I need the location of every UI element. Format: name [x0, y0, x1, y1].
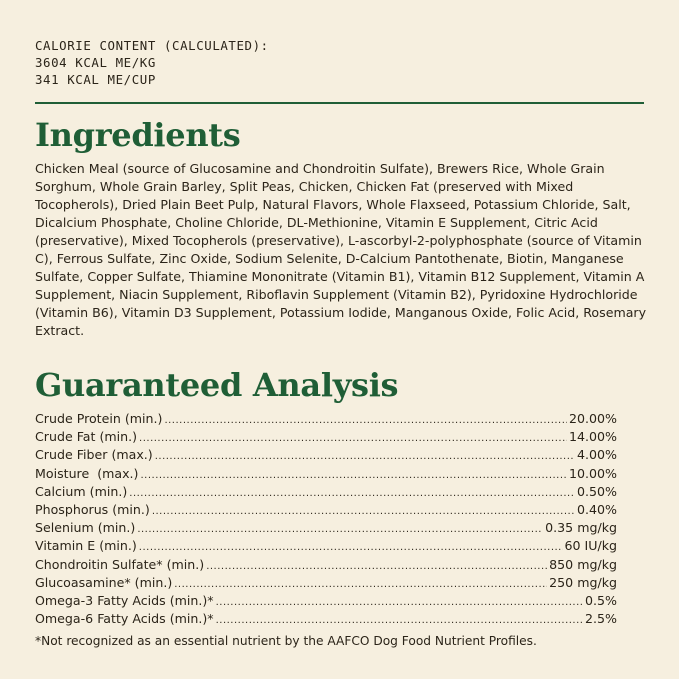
analysis-value: 2.5%: [585, 611, 617, 627]
analysis-row: [35, 592, 617, 610]
dot-leader: [216, 594, 583, 612]
analysis-row: [35, 519, 617, 537]
calorie-content-block: [35, 37, 269, 88]
dot-leader: [155, 448, 575, 466]
analysis-name: Omega-6 Fatty Acids (min.)*: [35, 611, 214, 627]
analysis-name: Selenium (min.): [35, 520, 136, 536]
analysis-name: Moisture (max.): [35, 465, 139, 481]
analysis-name: Crude Protein (min.): [35, 411, 163, 426]
analysis-name: Crude Fat (min.): [35, 429, 138, 445]
guaranteed-analysis-table: [35, 410, 617, 628]
analysis-row: [35, 410, 617, 428]
guaranteed-analysis-heading: Guaranteed Analysis: [35, 366, 399, 404]
dot-leader: [206, 558, 547, 576]
analysis-row: [35, 483, 617, 501]
analysis-name: Phosphorus (min.): [35, 501, 150, 517]
analysis-row: [35, 610, 617, 628]
analysis-row: [35, 501, 617, 519]
analysis-value: 10.00%: [568, 465, 617, 481]
analysis-name: Vitamin E (min.): [35, 538, 137, 554]
analysis-value: 250 mg/kg: [549, 574, 617, 590]
analysis-value: 0.35 mg/kg: [545, 520, 617, 536]
analysis-value: 4.00%: [576, 447, 617, 463]
analysis-value: 60 IU/kg: [564, 538, 617, 554]
analysis-name: Glucoasamine* (min.): [35, 574, 173, 590]
aafco-footnote: *Not recognized as an essential nutrient by the AAFCO Dog Food Nutrient Profiles.: [35, 634, 537, 648]
analysis-name: Omega-3 Fatty Acids (min.)*: [35, 592, 214, 608]
dot-leader: [174, 576, 547, 594]
section-divider: [35, 102, 644, 104]
analysis-name: Chondroitin Sulfate* (min.): [35, 556, 205, 572]
analysis-value: 0.50%: [576, 483, 617, 499]
calorie-per-kg: 3604 KCAL ME/KG: [35, 55, 156, 70]
dot-leader: [129, 485, 575, 503]
analysis-row: [35, 465, 617, 483]
dot-leader: [137, 521, 543, 539]
analysis-row: [35, 574, 617, 592]
analysis-name: Calcium (min.): [35, 483, 128, 499]
dot-leader: [216, 612, 583, 630]
dot-leader: [139, 430, 567, 448]
analysis-value: 850 mg/kg: [549, 556, 617, 572]
analysis-row: [35, 537, 617, 555]
ingredients-heading: Ingredients: [35, 116, 241, 154]
calorie-content-title: CALORIE CONTENT (CALCULATED):: [35, 38, 269, 53]
dot-leader: [152, 503, 575, 521]
dot-leader: [164, 412, 567, 430]
analysis-value: 0.5%: [585, 592, 617, 608]
analysis-row: [35, 428, 617, 446]
calorie-per-cup: 341 KCAL ME/CUP: [35, 72, 156, 87]
analysis-value: 0.40%: [576, 501, 617, 517]
dot-leader: [140, 467, 566, 485]
analysis-value: 14.00%: [568, 429, 617, 445]
analysis-value: 20.00%: [568, 411, 617, 426]
analysis-row: [35, 446, 617, 464]
analysis-row: [35, 556, 617, 574]
analysis-name: Crude Fiber (max.): [35, 447, 153, 463]
ingredients-list-text: Chicken Meal (source of Glucosamine and Chondroitin Sulfate), Brewers Rice, Whole Grain Sorghum, Whole Grain Barley, Split Peas, Chicken, Chicken Fat (preserved with Mixed Tocopherols), Dried Plain Beet Pulp, Natural Flavors, Whole Flaxseed, Potassium Chloride, Salt, Dicalcium Phosphate, Choline Chloride, DL-Methionine, Vitamin E Supplement, Citric Acid (preservative), Mixed Tocopherols (preservative), L-ascorbyl-2-polyphosphate (source of Vitamin C), Ferrous Sulfate, Zinc Oxide, Sodium Selenite, D-Calcium Pantothenate, Biotin, Manganese Sulfate, Copper Sulfate, Thiamine Mononitrate (Vitamin B1), Vitamin B12 Supplement, Vitamin A Supplement, Niacin Supplement, Riboflavin Supplement (Vitamin B2), Pyridoxine Hydrochloride (Vitamin B6), Vitamin D3 Supplement, Potassium Iodide, Manganous Oxide, Folic Acid, Rosemary Extract.: [35, 161, 647, 338]
